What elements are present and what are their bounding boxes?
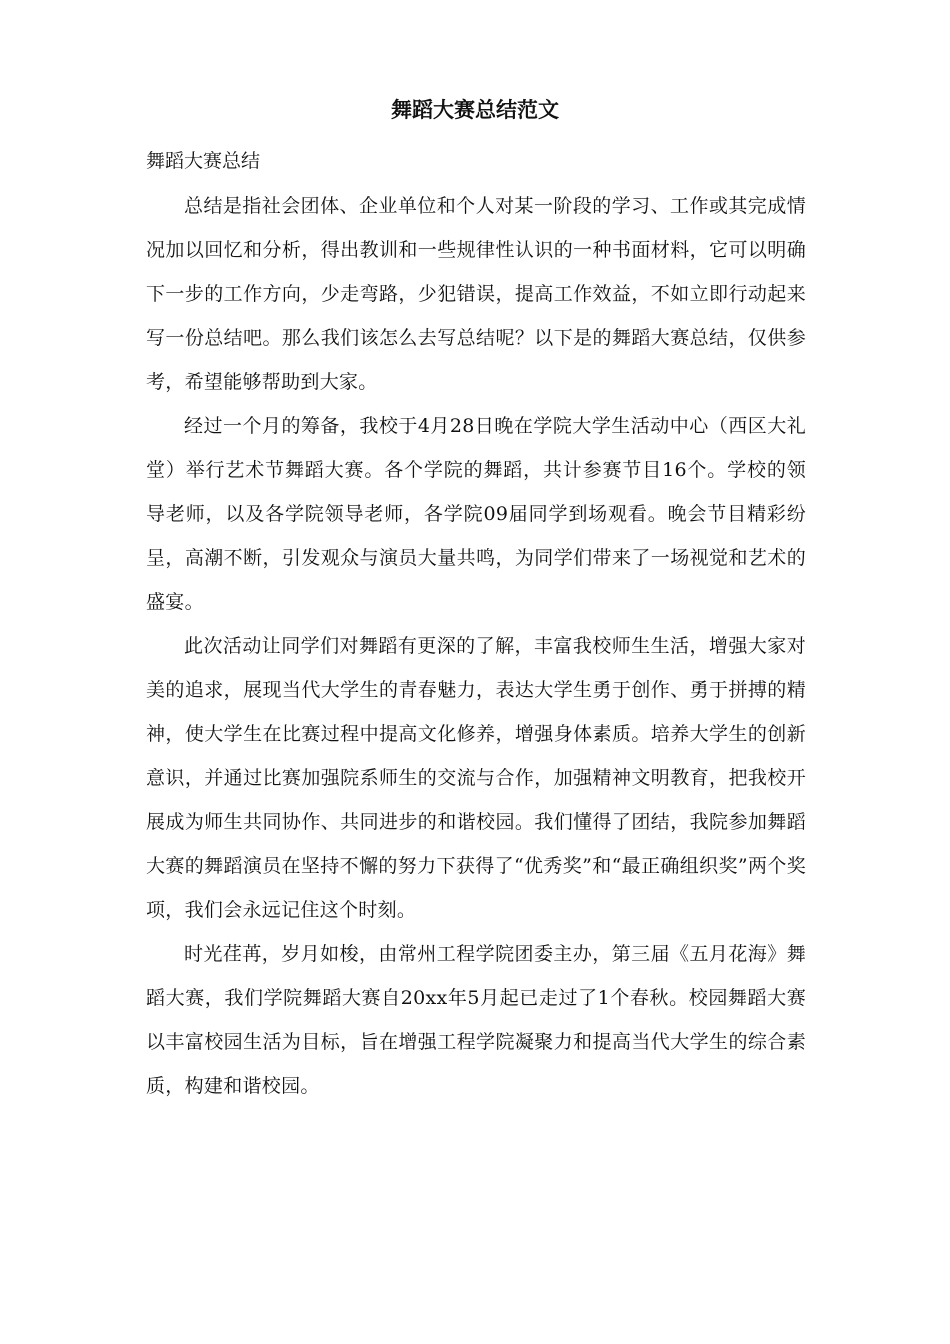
paragraph: 总结是指社会团体、企业单位和个人对某一阶段的学习、工作或其完成情况加以回忆和分析，得出教训和一些规律性认识的一种书面材料，它可以明确下一步的工作方向，少走弯路，少犯错误，提高工作效益，不如立即行动起来写一份总结吧。那么我们该怎么去写总结呢？以下是的舞蹈大赛总结，仅供参考，希望能够帮助到大家。 (146, 195, 806, 393)
paragraph: 此次活动让同学们对舞蹈有更深的了解，丰富我校师生生活，增强大家对美的追求，展现当代大学生的青春魅力，表达大学生勇于创作、勇于拼搏的精神，使大学生在比赛过程中提高文化修养，增强身体素质。培养大学生的创新意识，并通过比赛加强院系师生的交流与合作，加强精神文明教育，把我校开展成为师生共同协作、共同进步的和谐校园。我们懂得了团结，我院参加舞蹈大赛的舞蹈演员在坚持不懈的努力下获得了“优秀奖”和“最正确组织奖”两个奖项，我们会永远记住这个时刻。 (146, 635, 806, 921)
document-title: 舞蹈大赛总结范文 (391, 97, 559, 122)
paragraph: 经过一个月的筹备，我校于4月28日晚在学院大学生活动中心（西区大礼堂）举行艺术节舞蹈大赛。各个学院的舞蹈，共计参赛节目16个。学校的领导老师，以及各学院领导老师，各学院09届同学到场观看。晚会节目精彩纷呈，高潮不断，引发观众与演员大量共鸣，为同学们带来了一场视觉和艺术的盛宴。 (146, 415, 806, 613)
document-subtitle: 舞蹈大赛总结 (146, 150, 261, 172)
paragraph: 时光荏苒，岁月如梭，由常州工程学院团委主办，第三届《五月花海》舞蹈大赛，我们学院舞蹈大赛自20xx年5月起已走过了1个春秋。校园舞蹈大赛以丰富校园生活为目标，旨在增强工程学院凝聚力和提高当代大学生的综合素质，构建和谐校园。 (146, 943, 806, 1097)
document-body (146, 184, 806, 1108)
